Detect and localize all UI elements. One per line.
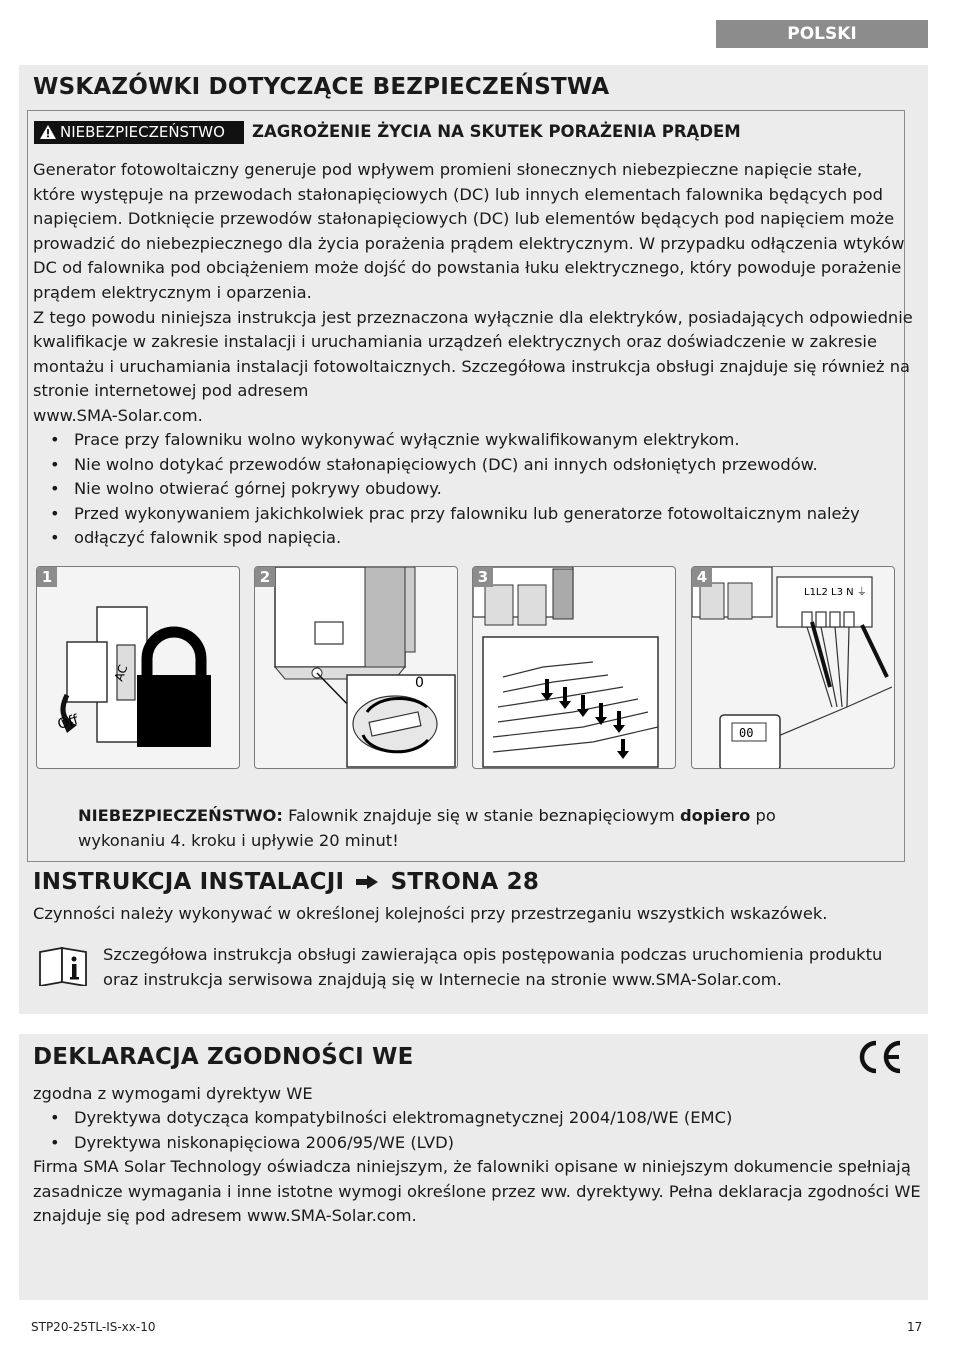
step-number: 1 [37, 567, 57, 587]
install-text: Czynności należy wykonywać w określonej kolejności przy przestrzeganiu wszystkich wskazówek. [33, 904, 828, 923]
text-line: Firma SMA Solar Technology oświadcza niniejszym, że falowniki opisane w niniejszym dokumencie spełniają [33, 1157, 911, 1176]
text-line: Z tego powodu niniejsza instrukcja jest przeznaczona wyłącznie dla elektryków, posiadających odpowiednie [33, 307, 913, 327]
text-line: Szczegółowa instrukcja obsługi zawierająca opis postępowania podczas uruchomienia produktu [103, 945, 883, 964]
ac-label: AC [111, 662, 131, 684]
danger-note [78, 804, 776, 853]
install-heading-link[interactable]: STRONA 28 [390, 869, 540, 895]
install-info [103, 943, 882, 992]
text-line: oraz instrukcja serwisowa znajdują się w Internecie na stronie www.SMA-Solar.com. [103, 969, 782, 989]
text-line: DC od falownika pod obciążeniem może dojść do powstania łuku elektrycznego, który powoduje porażenie [33, 258, 902, 278]
safety-paragraph-1 [33, 158, 913, 429]
danger-note-text: Falownik znajduje się w stanie beznapięciowym [282, 806, 680, 825]
text-line: kwalifikacje w zakresie instalacji i uruchamiania urządzeń elektrycznych oraz doświadczenie w zakresie [33, 332, 877, 352]
list-item: • Dyrektywa niskonapięciowa 2006/95/WE (LVD) [50, 1131, 732, 1156]
text-line: zasadnicze wymagania i inne istotne wymogi określone przez ww. dyrektywy. Pełna deklaracja zgodności WE [33, 1181, 921, 1201]
manual-info-icon [38, 946, 90, 990]
zero-label: 0 [415, 675, 424, 691]
danger-note-text: po [750, 806, 776, 825]
safety-heading: WSKAZÓWKI DOTYCZĄCE BEZPIECZEŃSTWA [33, 74, 610, 100]
list-item-continuation: • odłączyć falownik spod napięcia. [50, 526, 860, 551]
install-heading [33, 869, 539, 895]
text-line: stronie internetowej pod adresem [33, 381, 309, 401]
figure-step-1 [36, 566, 240, 769]
declaration-text [33, 1155, 921, 1229]
list-item: • Dyrektywa dotycząca kompatybilności elektromagnetycznej 2004/108/WE (EMC) [50, 1106, 732, 1131]
dc-connectors-illustration [473, 567, 675, 768]
step-number: 2 [255, 567, 275, 587]
list-item: • Prace przy falowniku wolno wykonywać wyłącznie wykwalifikowanym elektrykom. [50, 428, 860, 453]
arrow-right-icon [356, 869, 378, 895]
padlock-icon [137, 675, 211, 747]
document-code: STP20-25TL-IS-xx-10 [31, 1320, 156, 1334]
figure-step-3 [472, 566, 676, 769]
page-number: 17 [907, 1320, 923, 1334]
language-tag: POLSKI [716, 20, 928, 48]
text-line: montażu i uruchamiania instalacji fotowoltaicznych. Szczegółowa instrukcja obsługi znajduje się również na [33, 356, 911, 376]
inverter-switch-illustration [255, 567, 457, 768]
danger-note-emphasis: dopiero [679, 806, 751, 825]
declaration-bullets [50, 1106, 732, 1155]
off-label: Off [55, 712, 81, 733]
step-number: 4 [692, 567, 712, 587]
terminal-labels: L1L2 L3 N ⏚ [804, 587, 867, 598]
ce-mark-icon [856, 1040, 904, 1078]
text-line: które występuje na przewodach stałonapięciowych (DC) lub innych elementach falownika będących pod [33, 184, 883, 204]
list-item: • Nie wolno dotykać przewodów stałonapięciowych (DC) ani innych odsłoniętych przewodów. [50, 453, 860, 478]
svg-text:00: 00 [739, 726, 754, 740]
figure-step-2 [254, 566, 458, 769]
danger-badge-label: NIEBEZPIECZEŃSTWO [60, 123, 225, 141]
text-line: napięciem. Dotknięcie przewodów stałonapięciowych (DC) lub elementów będących pod napięciem może [33, 209, 895, 229]
danger-badge [34, 121, 244, 144]
voltage-measurement-illustration [692, 567, 894, 768]
step-number: 3 [473, 567, 493, 587]
declaration-intro: zgodna z wymogami dyrektyw WE [33, 1084, 313, 1103]
figure-step-4 [691, 566, 895, 769]
danger-title: ZAGROŻENIE ŻYCIA NA SKUTEK PORAŻENIA PRĄDEM [252, 122, 741, 141]
breaker-lock-illustration [37, 567, 239, 768]
text-line: prowadzić do niebezpiecznego dla życia porażenia prądem elektrycznym. W przypadku odłączenia wtyków [33, 233, 905, 253]
safety-bullets [50, 428, 860, 551]
install-heading-text: INSTRUKCJA INSTALACJI [33, 869, 345, 895]
declaration-heading: DEKLARACJA ZGODNOŚCI WE [33, 1044, 414, 1070]
text-line: www.SMA-Solar.com. [33, 405, 203, 425]
text-line: Generator fotowoltaiczny generuje pod wpływem promieni słonecznych niebezpieczne napięcie stałe, [33, 160, 863, 179]
list-item: • Nie wolno otwierać górnej pokrywy obudowy. [50, 477, 860, 502]
danger-note-label: NIEBEZPIECZEŃSTWO: [78, 806, 283, 825]
text-line: prądem elektrycznym i oparzenia. [33, 282, 312, 302]
danger-note-line2: wykonaniu 4. kroku i upływie 20 minut! [78, 830, 399, 850]
warning-triangle-icon [40, 121, 56, 144]
list-item: • Przed wykonywaniem jakichkolwiek prac przy falowniku lub generatorze fotowoltaicznym należy [50, 502, 860, 527]
text-line: znajduje się pod adresem www.SMA-Solar.com. [33, 1206, 417, 1226]
